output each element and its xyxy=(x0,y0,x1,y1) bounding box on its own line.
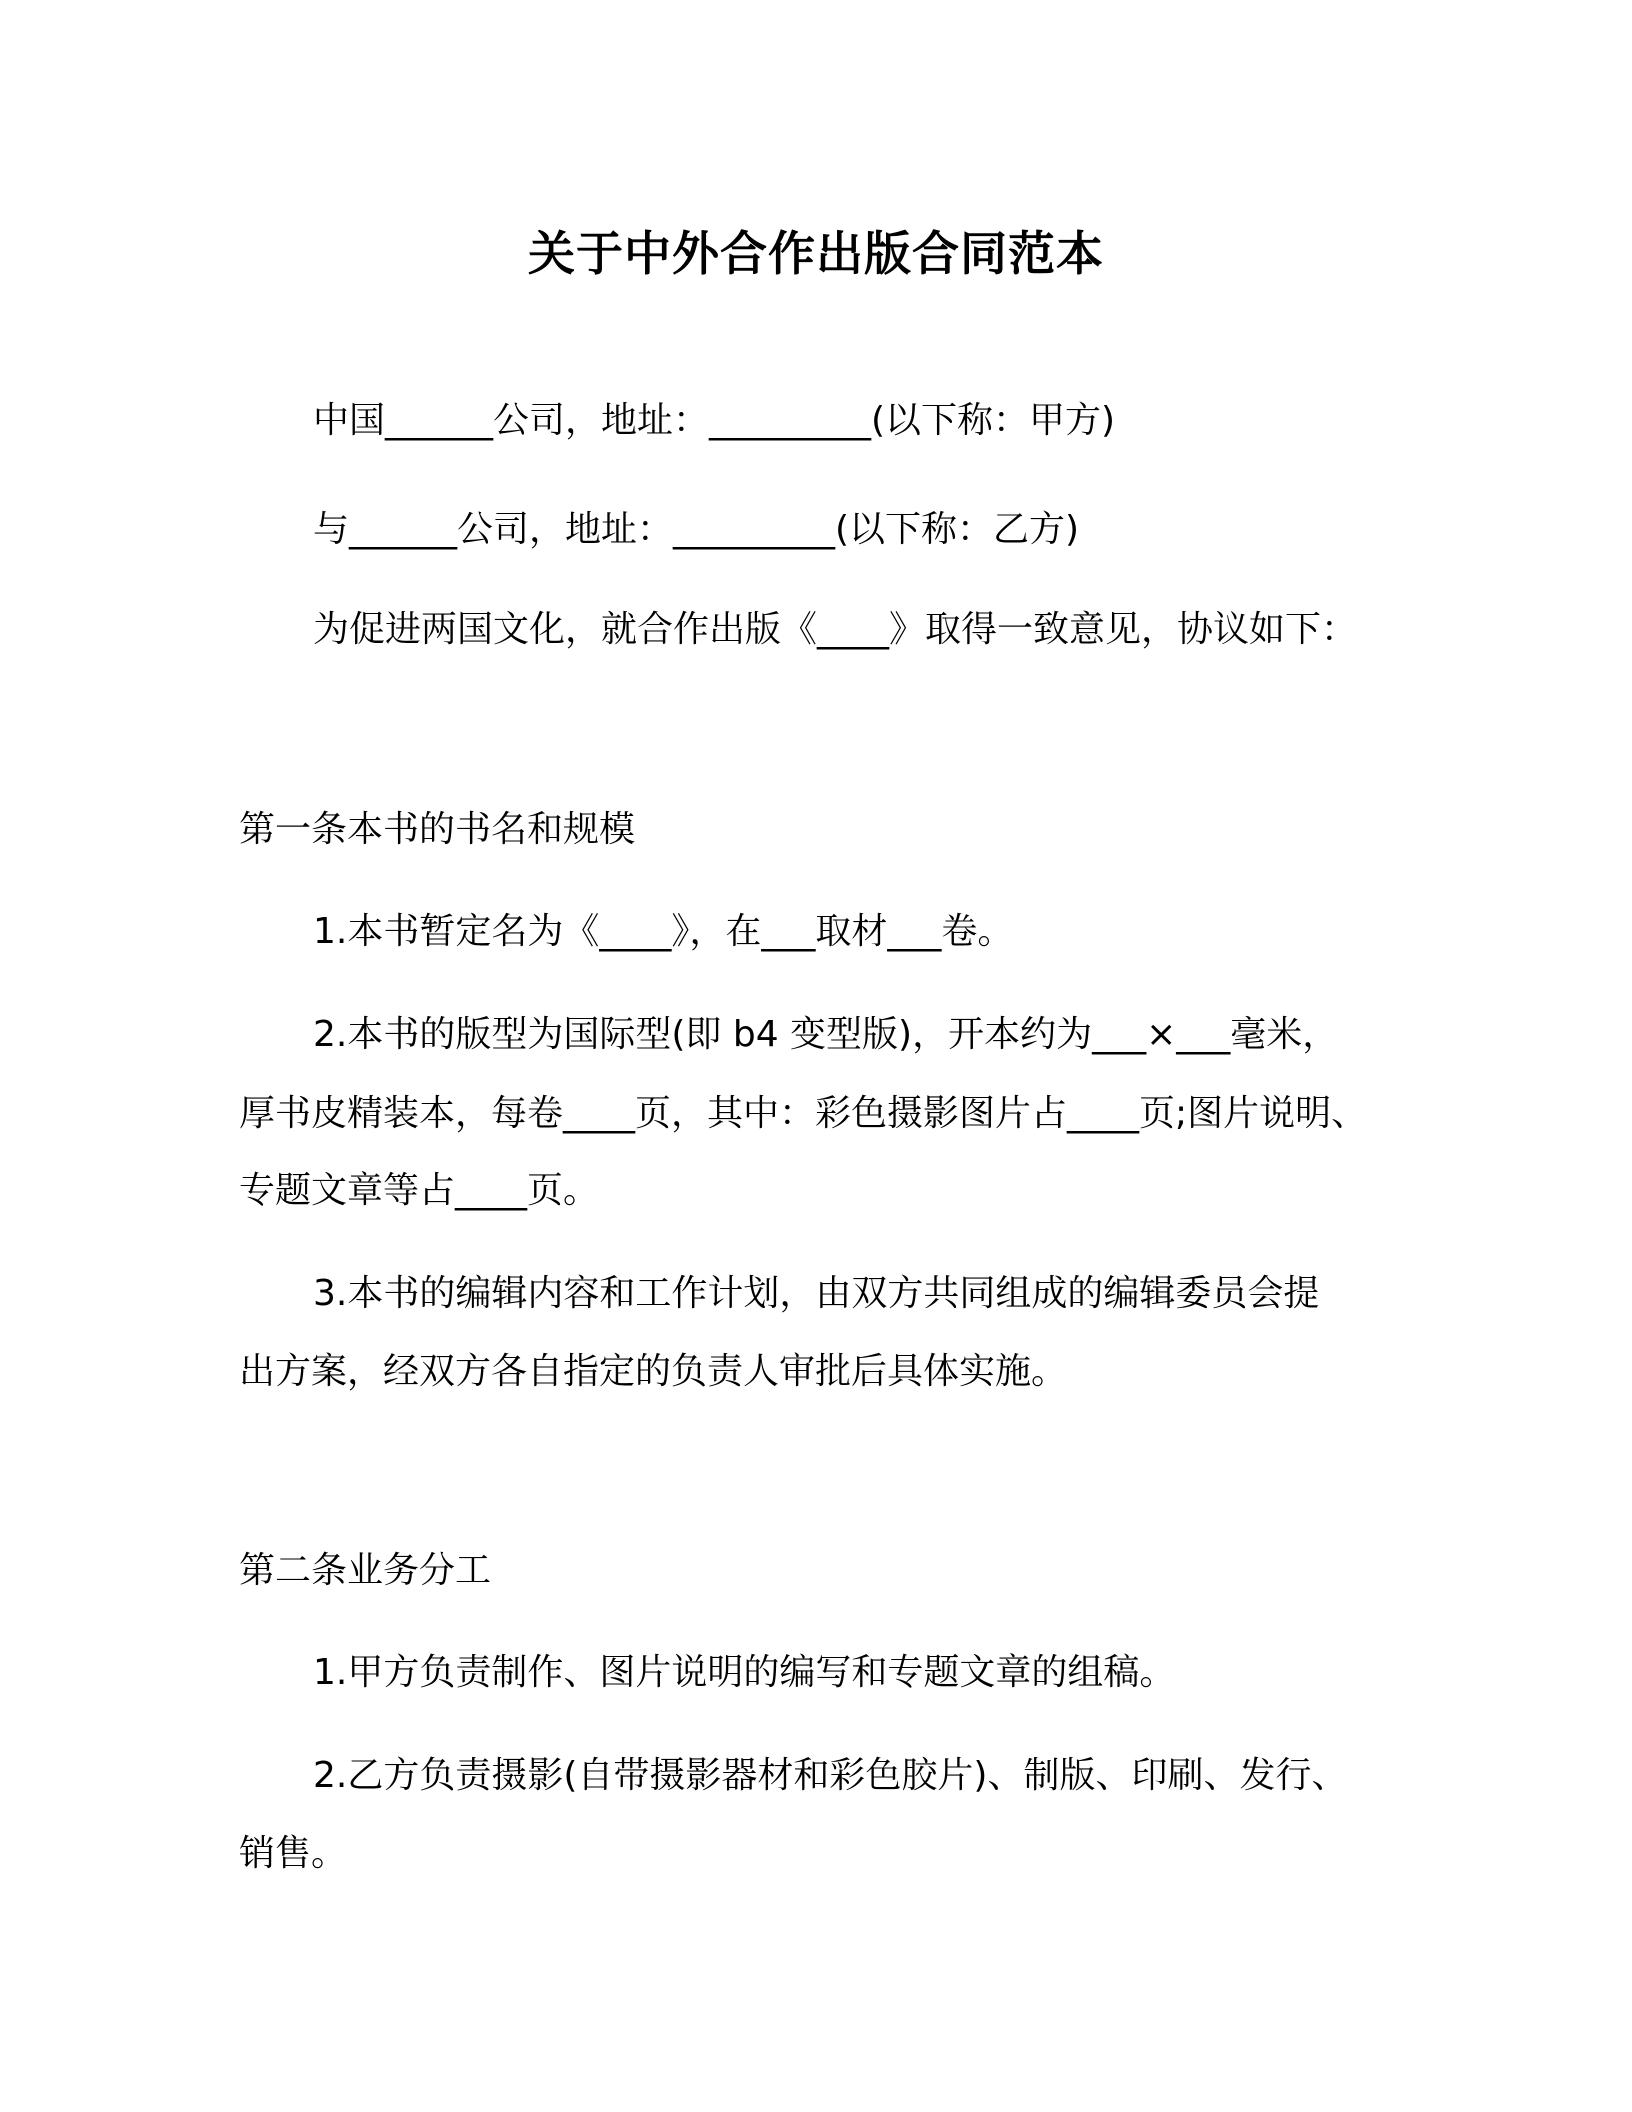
article-2-item-2-line-2: 销售。 xyxy=(239,1833,348,1874)
preamble-line: 为促进两国文化，就合作出版《____》取得一致意见，协议如下： xyxy=(313,609,1358,650)
party-a-line: 中国______公司，地址：_________(以下称：甲方) xyxy=(313,400,1116,441)
party-b-line: 与______公司，地址：_________(以下称：乙方) xyxy=(313,509,1080,550)
article-1-item-2-line-3: 专题文章等占____页。 xyxy=(239,1170,600,1211)
document-title: 关于中外合作出版合同范本 xyxy=(528,227,1104,282)
article-1-item-2-line-2: 厚书皮精装本，每卷____页，其中：彩色摄影图片占____页;图片说明、 xyxy=(239,1093,1368,1134)
article-1-item-1: 1.本书暂定名为《____》，在___取材___卷。 xyxy=(313,911,1014,952)
article-1-item-2-line-1: 2.本书的版型为国际型(即 b4 变型版)，开本约为___×___毫米， xyxy=(313,1014,1339,1055)
article-1-item-3-line-2: 出方案，经双方各自指定的负责人审批后具体实施。 xyxy=(239,1351,1068,1392)
article-1-heading: 第一条本书的书名和规模 xyxy=(239,809,636,850)
article-2-item-1: 1.甲方负责制作、图片说明的编写和专题文章的组稿。 xyxy=(313,1652,1176,1693)
article-2-item-2-line-1: 2.乙方负责摄影(自带摄影器材和彩色胶片)、制版、印刷、发行、 xyxy=(313,1755,1348,1796)
article-1-item-3-line-1: 3.本书的编辑内容和工作计划，由双方共同组成的编辑委员会提 xyxy=(313,1273,1320,1314)
article-2-heading: 第二条业务分工 xyxy=(239,1550,492,1591)
